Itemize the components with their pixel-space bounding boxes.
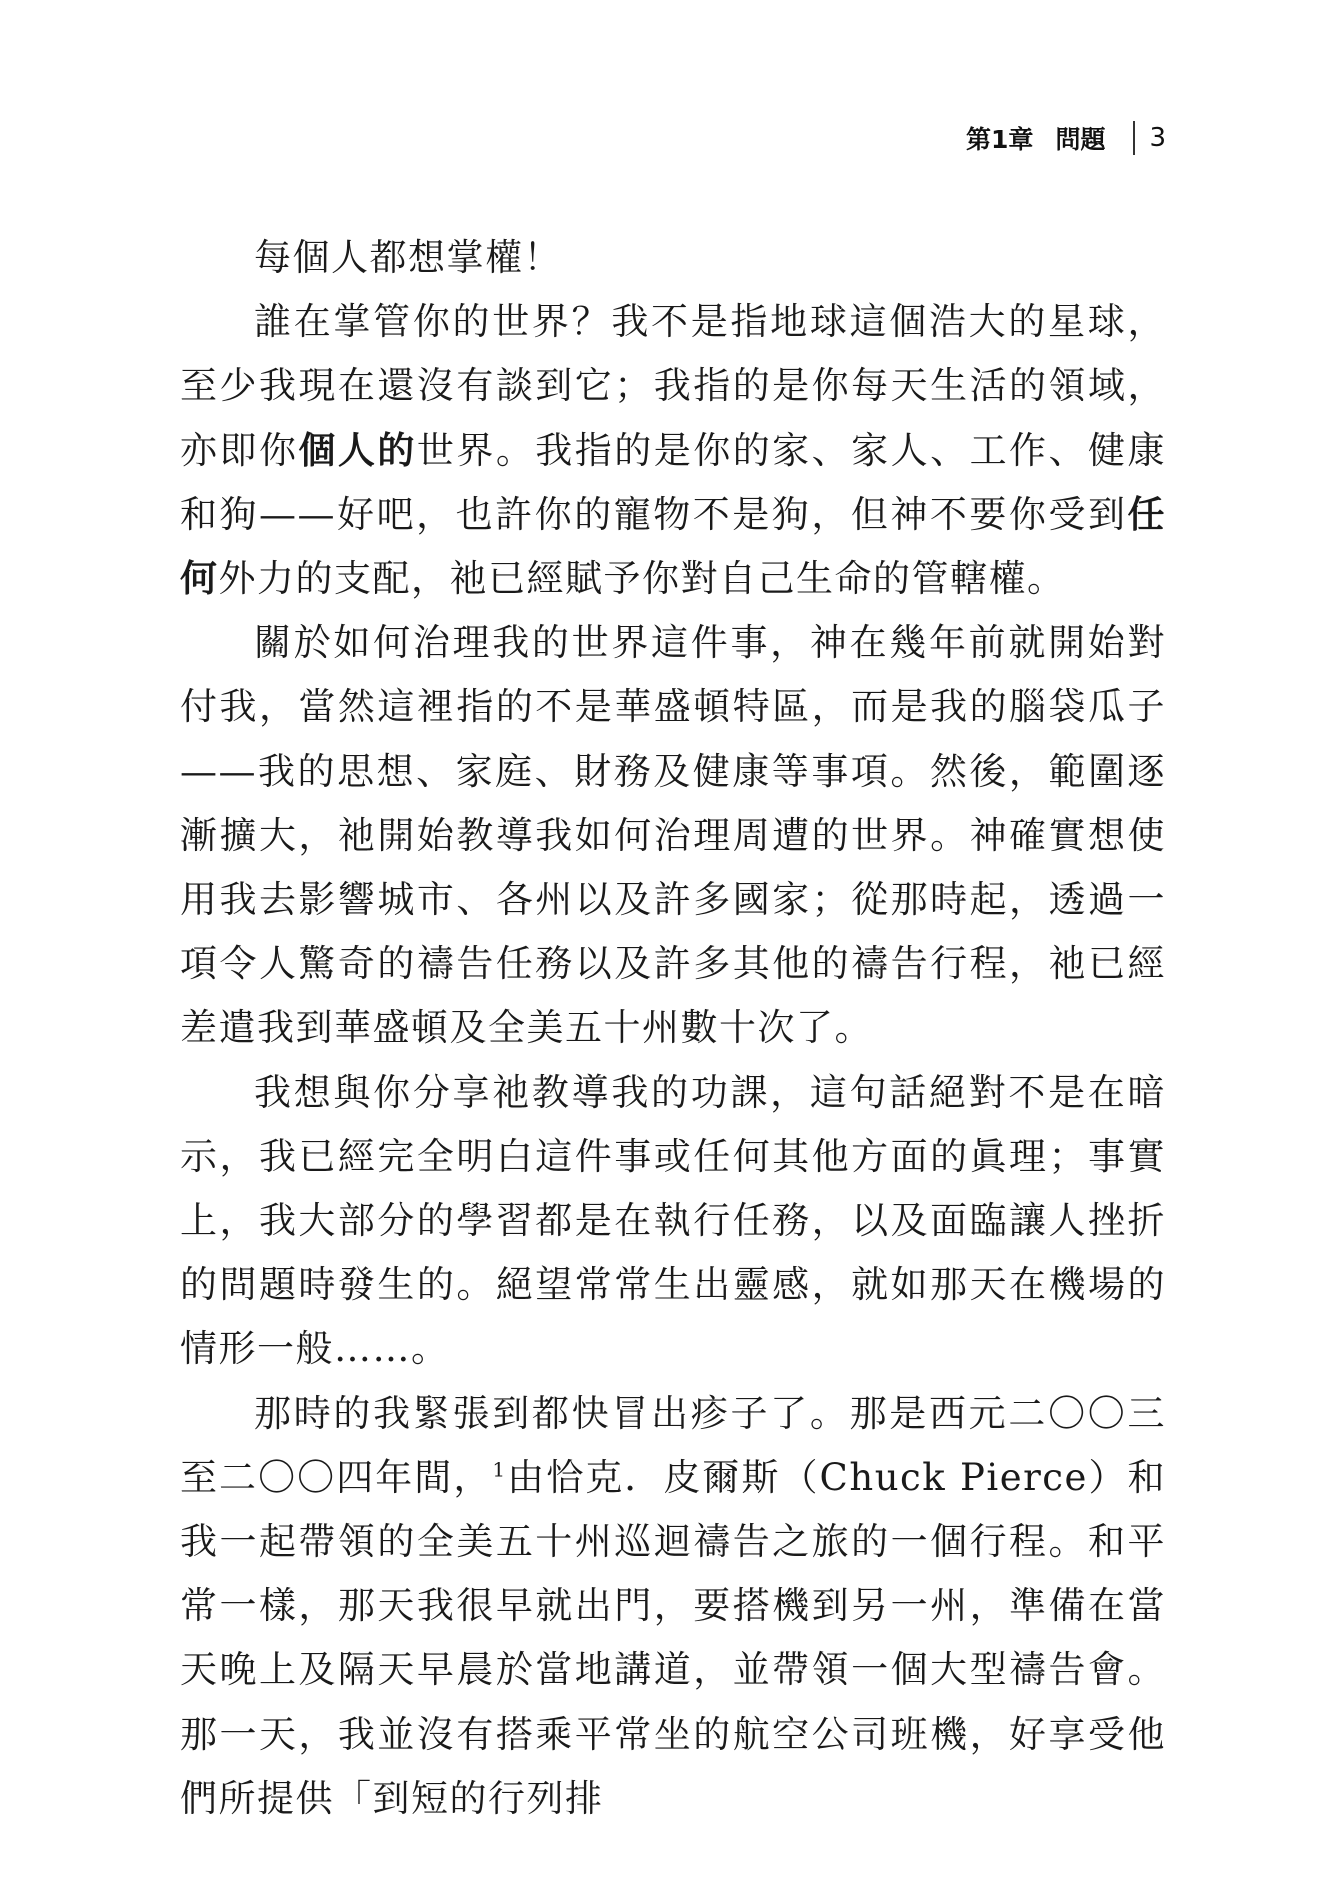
emphasis-text: 個人的 <box>298 428 417 472</box>
paragraph-text: 每個人都想掌權！ <box>254 236 562 279</box>
paragraph-4 <box>180 1061 1166 1382</box>
paragraph-3 <box>180 611 1166 1060</box>
paragraph-text: 世界。我指的是你的家、家人、工作、健康和狗——好吧，也許你的寵物不是狗，但神不要你受到 <box>180 428 1166 536</box>
paragraph-1 <box>180 226 1166 290</box>
header-divider <box>1133 121 1135 155</box>
emphasis-text: 任何 <box>180 492 1166 601</box>
body-text <box>180 226 1166 1831</box>
footnote-reference[interactable]: 1 <box>492 1457 507 1482</box>
paragraph-text: 我想與你分享祂教導我的功課，這句話絕對不是在暗示，我已經完全明白這件事或任何其他方面的眞理；事實上，我大部分的學習都是在執行任務，以及面臨讓人挫折的問題時發生的。絕望常常生出靈感，就如那天在機場的情形一般……。 <box>180 1070 1166 1371</box>
paragraph-text: 那時的我緊張到都快冒出疹子了。那是西元二〇〇三至二〇〇四年間， <box>180 1391 1166 1499</box>
running-header <box>966 118 1166 158</box>
paragraph-text: 關於如何治理我的世界這件事，神在幾年前就開始對付我，當然這裡指的不是華盛頓特區，而是我的腦袋瓜子——我的思想、家庭、財務及健康等事項。然後，範圍逐漸擴大，祂開始教導我如何治理周遭的世界。神確實想使用我去影響城市、各州以及許多國家；從那時起，透過一項令人驚奇的禱告任務以及許多其他的禱告行程，祂已經差遣我到華盛頓及全美五十州數十次了。 <box>180 621 1166 1050</box>
chapter-label: 第1章 <box>966 125 1034 154</box>
paragraph-text: 外力的支配，祂已經賦予你對自己生命的管轄權。 <box>218 557 1066 601</box>
paragraph-text: 由恰克．皮爾斯（Chuck Pierce）和我一起帶領的全美五十州巡迴禱告之旅的一個行程。和平常一樣，那天我很早就出門，要搭機到另一州，準備在當天晚上及隔天早晨於當地講道，並帶領一個大型禱告會。那一天，我並沒有搭乘平常坐的航空公司班機，好享受他們所提供「到短的行列排 <box>180 1455 1167 1820</box>
page-number: 3 <box>1149 123 1166 153</box>
paragraph-2 <box>180 290 1166 611</box>
chapter-title: 問題 <box>1055 125 1106 154</box>
paragraph-5 <box>180 1382 1166 1831</box>
paragraph-text: 誰在掌管你的世界？我不是指地球這個浩大的星球，至少我現在還沒有談到它；我指的是你每天生活的領域，亦即你 <box>180 300 1166 472</box>
